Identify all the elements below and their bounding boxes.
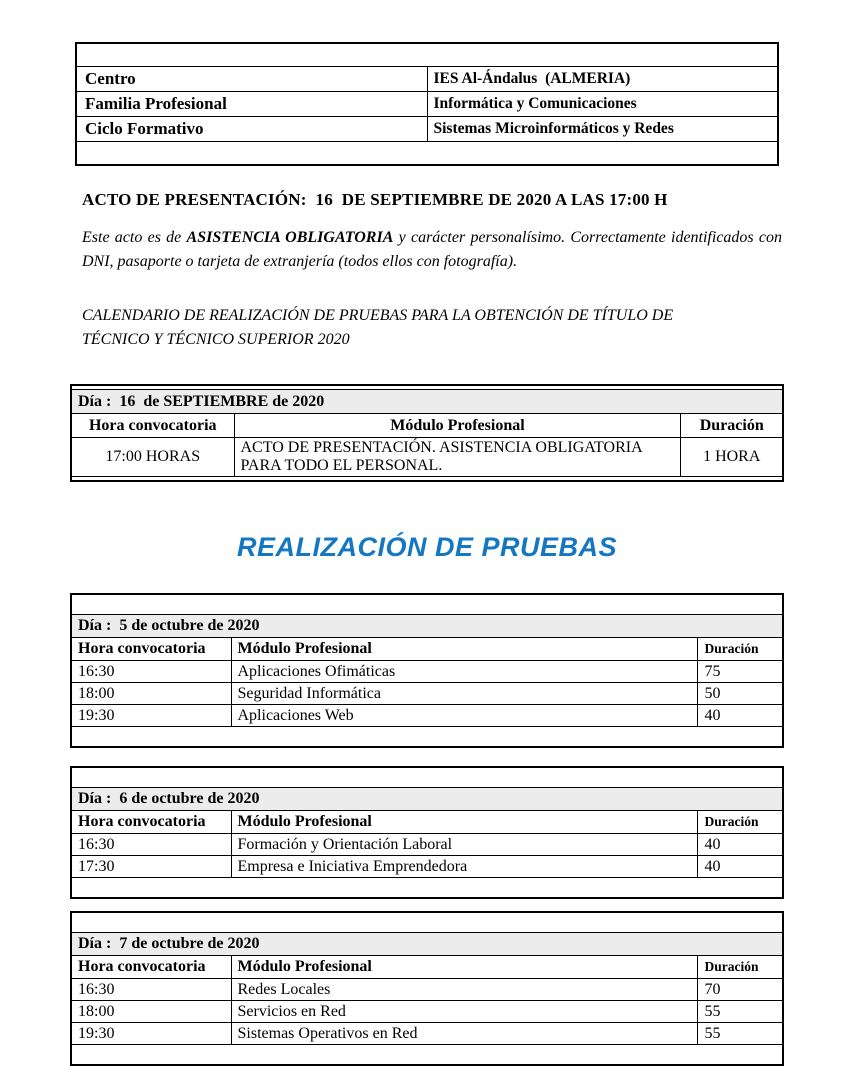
table-row xyxy=(71,683,783,705)
cell-duracion: 55 xyxy=(698,1001,783,1023)
col-header-duracion: Duración xyxy=(698,956,783,979)
cell-duracion: 75 xyxy=(698,661,783,683)
table-row xyxy=(71,705,783,727)
col-header-modulo: Módulo Profesional xyxy=(231,956,698,979)
col-header-modulo: Módulo Profesional xyxy=(234,414,681,438)
table-row xyxy=(71,661,783,683)
table-row xyxy=(71,1001,783,1023)
day-header-row xyxy=(71,788,783,811)
table-row xyxy=(76,67,778,92)
cell-hora: 16:30 xyxy=(71,979,231,1001)
table-border-spacer xyxy=(76,43,778,67)
info-value-familia: Informática y Comunicaciones xyxy=(427,92,778,117)
col-header-hora: Hora convocatoria xyxy=(71,638,231,661)
september-schedule-table xyxy=(70,384,784,482)
cell-hora: 17:30 xyxy=(71,856,231,878)
table-row xyxy=(76,117,778,142)
cell-duracion: 40 xyxy=(698,856,783,878)
col-header-duracion: Duración xyxy=(681,414,783,438)
cell-duracion: 1 HORA xyxy=(681,438,783,477)
notice-bold-text: ASISTENCIA OBLIGATORIA xyxy=(186,229,394,246)
table-row xyxy=(71,438,783,477)
schedule-table-oct5 xyxy=(70,593,784,748)
cell-modulo: Aplicaciones Ofimáticas xyxy=(231,661,698,683)
table-row xyxy=(71,1023,783,1045)
schedule-table-oct7 xyxy=(70,911,784,1066)
notice-text: y carácter personalísimo. Correctamente identificados con DNI, pasaporte o tarjeta de extranjería (todos ellos con fotografía). xyxy=(82,229,787,270)
day-header: Día : 16 de SEPTIEMBRE de 2020 xyxy=(71,390,783,414)
col-header-duracion: Duración xyxy=(698,638,783,661)
cell-modulo: Aplicaciones Web xyxy=(231,705,698,727)
cell-hora: 18:00 xyxy=(71,683,231,705)
col-header-hora: Hora convocatoria xyxy=(71,956,231,979)
table-row xyxy=(71,856,783,878)
column-header-row xyxy=(71,638,783,661)
cell-duracion: 50 xyxy=(698,683,783,705)
cell-modulo: Redes Locales xyxy=(231,979,698,1001)
table-border-spacer xyxy=(71,912,783,933)
table-border-spacer xyxy=(71,878,783,899)
table-border-spacer xyxy=(71,477,783,482)
presentation-heading: ACTO DE PRESENTACIÓN: 16 DE SEPTIEMBRE DE 2020 A LAS 17:00 H xyxy=(82,190,668,209)
center-info-table xyxy=(75,42,779,166)
cell-duracion: 70 xyxy=(698,979,783,1001)
column-header-row xyxy=(71,414,783,438)
attendance-notice xyxy=(82,226,787,274)
info-value-ciclo: Sistemas Microinformáticos y Redes xyxy=(427,117,778,142)
info-label-centro: Centro xyxy=(76,67,427,92)
day-header-row xyxy=(71,933,783,956)
schedule-table-oct6 xyxy=(70,766,784,899)
cell-modulo: Sistemas Operativos en Red xyxy=(231,1023,698,1045)
col-header-duracion: Duración xyxy=(698,811,783,834)
col-header-hora: Hora convocatoria xyxy=(71,811,231,834)
cell-hora: 19:30 xyxy=(71,1023,231,1045)
col-header-modulo: Módulo Profesional xyxy=(231,638,698,661)
table-border-spacer xyxy=(71,1045,783,1066)
day-header: Día : 6 de octubre de 2020 xyxy=(71,788,783,811)
cell-modulo: ACTO DE PRESENTACIÓN. ASISTENCIA OBLIGATORIA PARA TODO EL PERSONAL. xyxy=(234,438,681,477)
col-header-hora: Hora convocatoria xyxy=(71,414,234,438)
section-title: REALIZACIÓN DE PRUEBAS xyxy=(236,532,618,562)
table-row xyxy=(71,979,783,1001)
cell-modulo: Seguridad Informática xyxy=(231,683,698,705)
cell-hora: 18:00 xyxy=(71,1001,231,1023)
column-header-row xyxy=(71,811,783,834)
cell-modulo: Empresa e Iniciativa Emprendedora xyxy=(231,856,698,878)
cell-duracion: 40 xyxy=(698,705,783,727)
info-label-familia: Familia Profesional xyxy=(76,92,427,117)
day-header-row xyxy=(71,615,783,638)
calendar-note: CALENDARIO DE REALIZACIÓN DE PRUEBAS PARA LA OBTENCIÓN DE TÍTULO DE TÉCNICO Y TÉCNICO SUPERIOR 2020 xyxy=(82,307,678,348)
table-border-spacer xyxy=(76,142,778,166)
table-border-spacer xyxy=(71,594,783,615)
col-header-modulo: Módulo Profesional xyxy=(231,811,698,834)
cell-hora: 16:30 xyxy=(71,661,231,683)
day-header: Día : 5 de octubre de 2020 xyxy=(71,615,783,638)
cell-duracion: 55 xyxy=(698,1023,783,1045)
day-header: Día : 7 de octubre de 2020 xyxy=(71,933,783,956)
table-border-spacer xyxy=(71,727,783,748)
column-header-row xyxy=(71,956,783,979)
info-label-ciclo: Ciclo Formativo xyxy=(76,117,427,142)
cell-duracion: 40 xyxy=(698,834,783,856)
notice-text: Este acto es de xyxy=(82,229,187,246)
cell-hora: 17:00 HORAS xyxy=(71,438,234,477)
cell-modulo: Formación y Orientación Laboral xyxy=(231,834,698,856)
info-value-centro: IES Al-Ándalus (ALMERIA) xyxy=(427,67,778,92)
cell-hora: 16:30 xyxy=(71,834,231,856)
table-row xyxy=(71,834,783,856)
table-border-spacer xyxy=(71,767,783,788)
cell-modulo: Servicios en Red xyxy=(231,1001,698,1023)
day-header-row xyxy=(71,390,783,414)
cell-hora: 19:30 xyxy=(71,705,231,727)
table-row xyxy=(76,92,778,117)
